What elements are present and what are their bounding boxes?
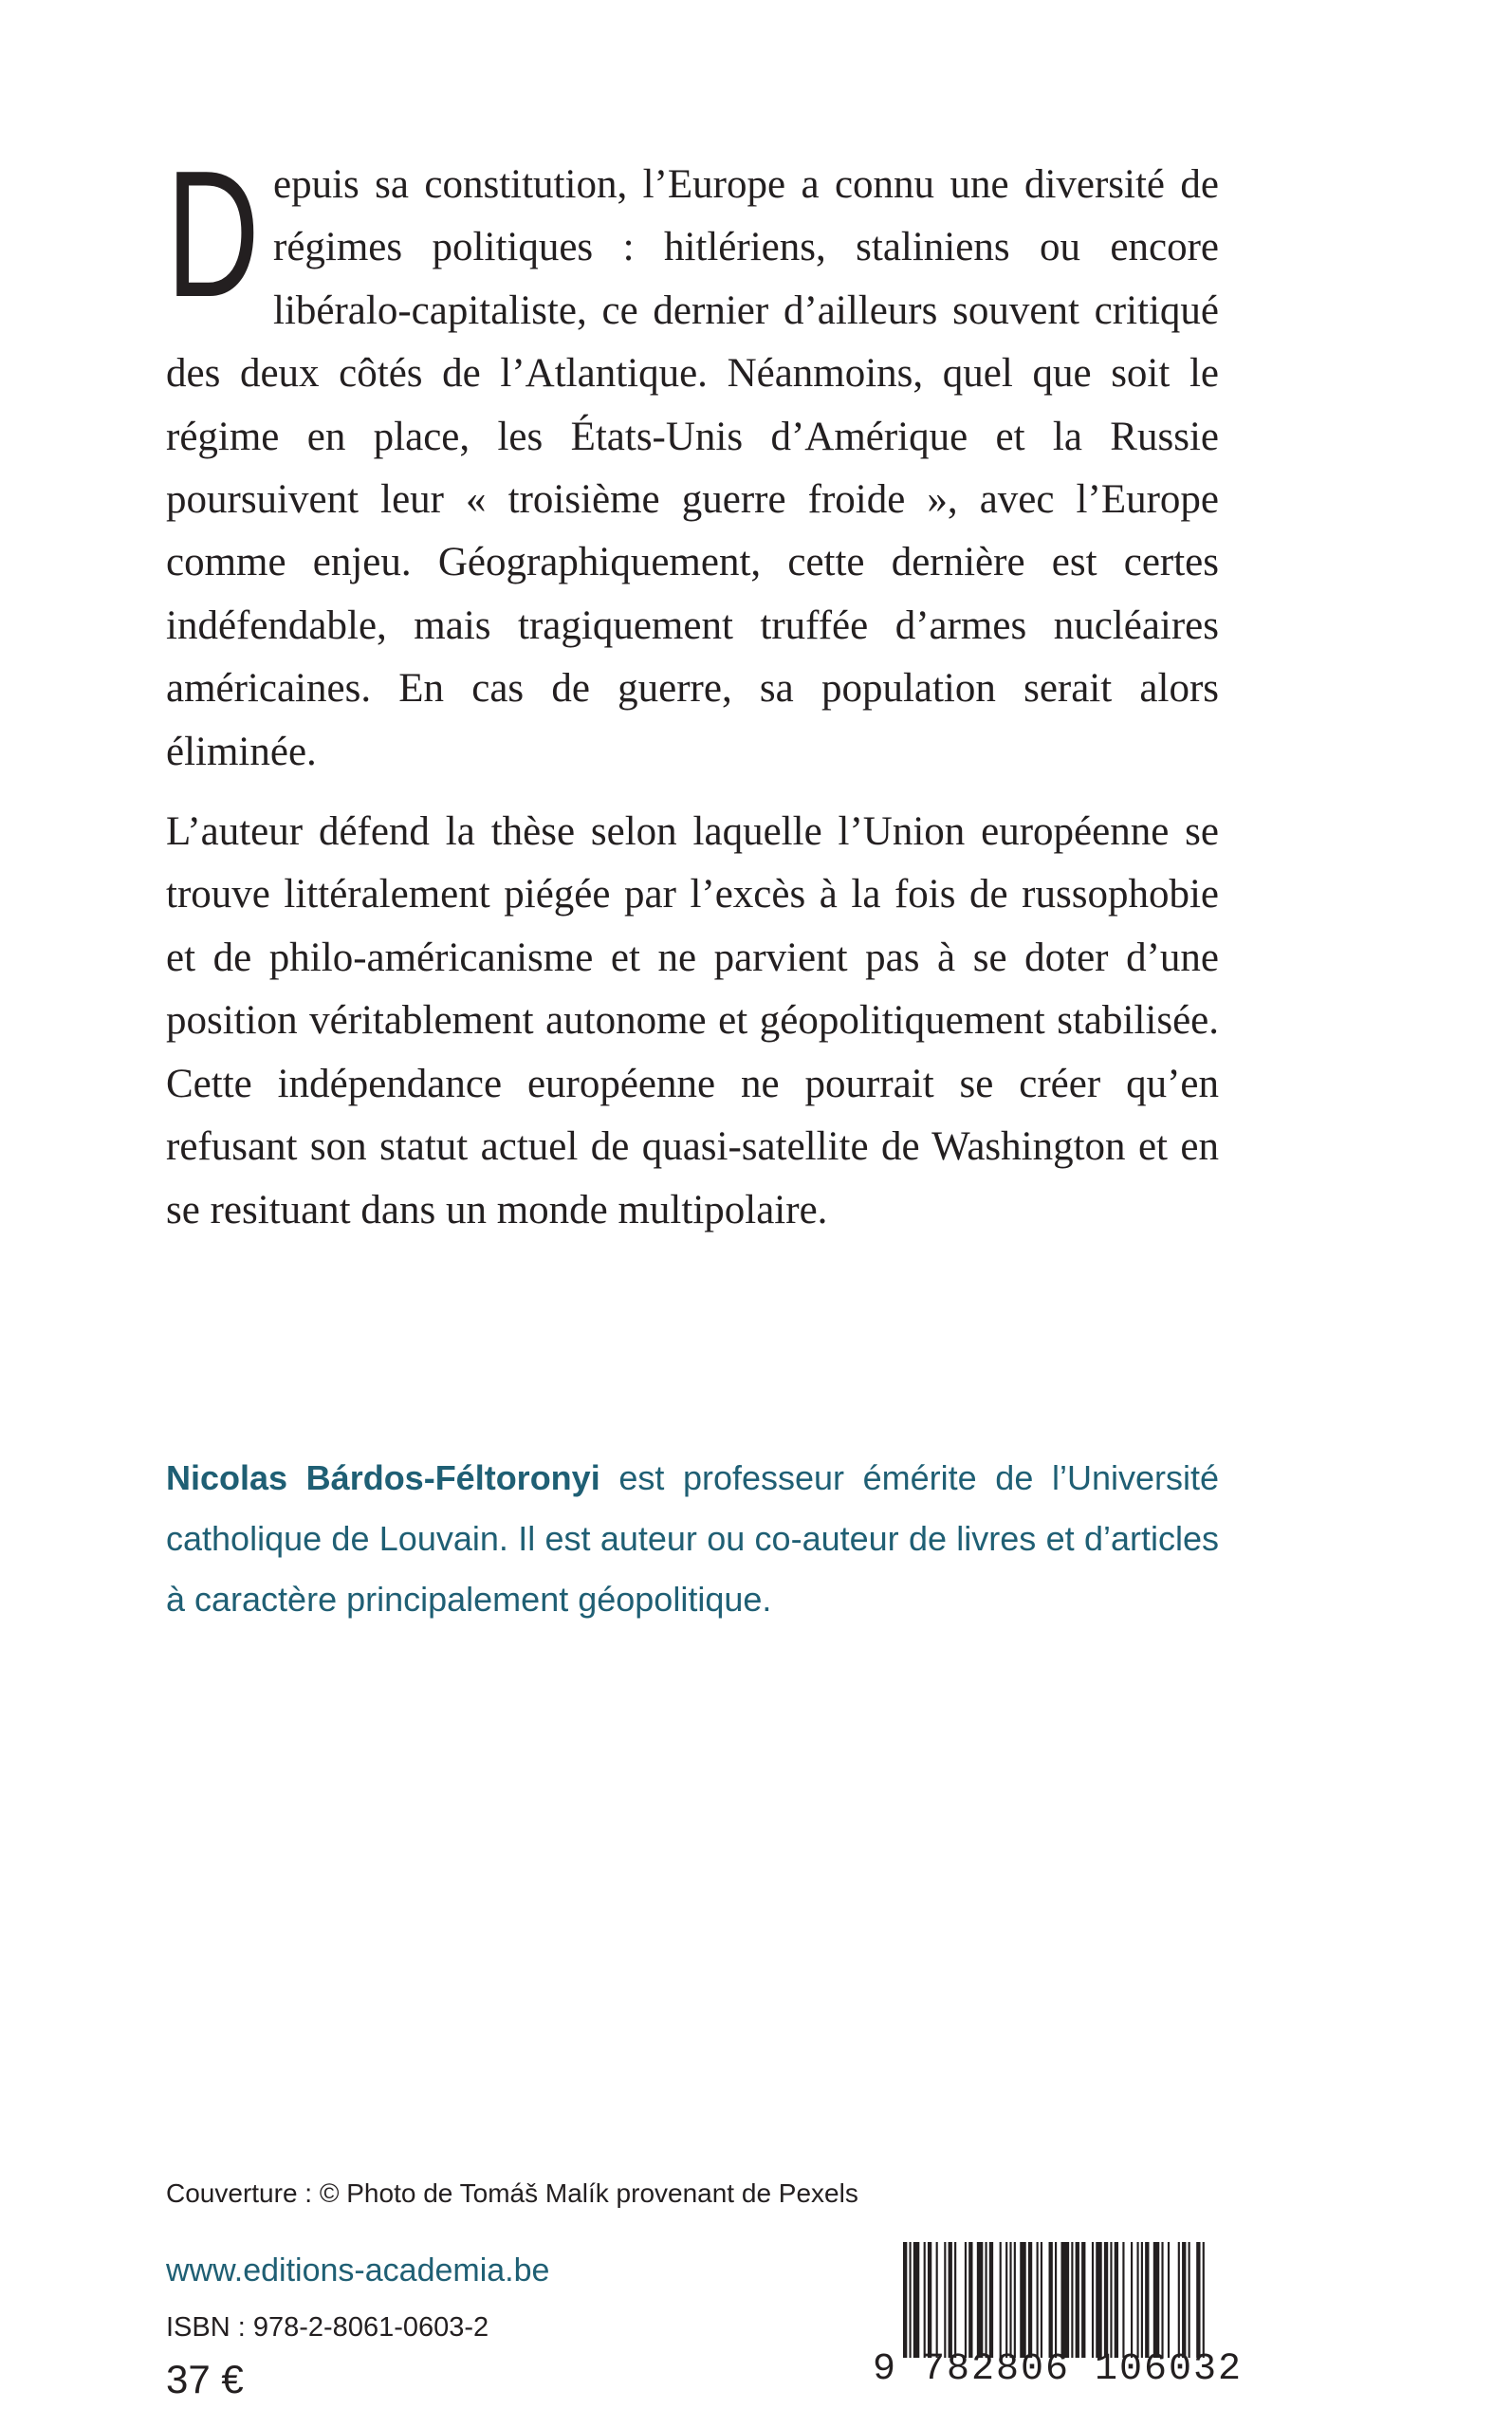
barcode-bar [968,2242,972,2358]
barcode-bar [1092,2242,1094,2358]
barcode-bar [1028,2242,1032,2358]
barcode-bar [1055,2242,1057,2358]
barcode-bar [1041,2242,1042,2358]
barcode [873,2242,1244,2400]
barcode-bar [936,2242,938,2358]
barcode-bar [1182,2242,1186,2358]
author-bio [166,1448,1219,1630]
barcode-bar [1196,2242,1200,2358]
barcode-bar [1203,2242,1205,2358]
barcode-bar [909,2242,911,2358]
barcode-bar [1104,2242,1108,2358]
barcode-bar [928,2242,931,2358]
barcode-bar [903,2242,907,2358]
barcode-bar [989,2242,993,2358]
barcode-bar [1071,2242,1073,2358]
barcode-bar [1145,2242,1149,2358]
barcode-bar [944,2242,946,2358]
publisher-website-link[interactable]: www.editions-academia.be [166,2252,550,2289]
barcode-bar [1178,2242,1180,2358]
barcode-bar [1141,2242,1143,2358]
barcode-bar [1081,2242,1085,2358]
barcode-bar [1037,2242,1039,2358]
back-cover-blurb [166,134,1219,1242]
barcode-bar [1000,2242,1002,2358]
isbn: ISBN : 978-2-8061-0603-2 [166,2312,489,2343]
cover-credit: Couverture : © Photo de Tomáš Malík provenant de Pexels [166,2178,858,2208]
barcode-bar [949,2242,952,2358]
drop-cap: D [166,134,260,335]
barcode-bar [1161,2242,1163,2358]
barcode-bar [1009,2242,1011,2358]
barcode-bar [1131,2242,1133,2358]
barcode-bar [954,2242,956,2358]
barcode-bar [913,2242,919,2358]
barcode-bar [1115,2242,1118,2358]
blurb-paragraph-2: L’auteur défend la thèse selon laquelle l’Union européenne se trouve littéralement piégée par l’excès à la fois de russophobie et de philo-américanisme et ne parvient pas à se doter d’une position véritablement autonome et géopolitiquement stabilisée. Cette indépendance européenne ne pourrait se créer qu’en refusant son statut actuel de quasi-satellite de Washington et en se resituant dans un monde multipolaire. [166,809,1219,1232]
barcode-bar [1076,2242,1079,2358]
barcode-bar [965,2242,967,2358]
barcode-bar [1122,2242,1124,2358]
author-bio-text: est professeur émérite de l’Université catholique de Louvain. Il est auteur ou co-auteur de livres et d’articles à caractère principalement géopolitique. [166,1458,1219,1619]
barcode-bar [1005,2242,1007,2358]
barcode-bar [924,2242,926,2358]
barcode-bar [1060,2242,1069,2358]
barcode-bar [977,2242,983,2358]
barcode-digits: 9 782806 106032 [873,2348,1244,2391]
barcode-bar [1153,2242,1159,2358]
barcode-bar [1189,2242,1190,2358]
barcode-bar [1110,2242,1112,2358]
barcode-bar [1136,2242,1138,2358]
author-name: Nicolas Bárdos-Féltoronyi [166,1458,600,1497]
price: 37 € [166,2357,244,2401]
barcode-bar [1020,2242,1025,2358]
barcode-bar [985,2242,986,2358]
blurb-paragraph-1-text: epuis sa constitution, l’Europe a connu une diversité de régimes politiques : hitlériens, staliniens ou encore libéralo-capitaliste, ce dernier d’ailleurs souvent critiqué des deux côtés de l’Atlantique. Néanmoins, quel que soit le régime en place, les États-Unis d’Amérique et la Russie poursuivent leur « troisième guerre froide », avec l’Europe comme enjeu. Géographiquement, cette dernière est certes indéfendable, mais tragiquement truffée d’armes nucléaires américaines. En cas de guerre, sa population serait alors éliminée. [166,162,1219,774]
barcode-bar [1168,2242,1170,2358]
blurb-paragraph-1 [166,134,1219,784]
barcode-bars [903,2242,1207,2358]
barcode-bar [1096,2242,1101,2358]
barcode-bar [1049,2242,1053,2358]
barcode-bar [1014,2242,1016,2358]
